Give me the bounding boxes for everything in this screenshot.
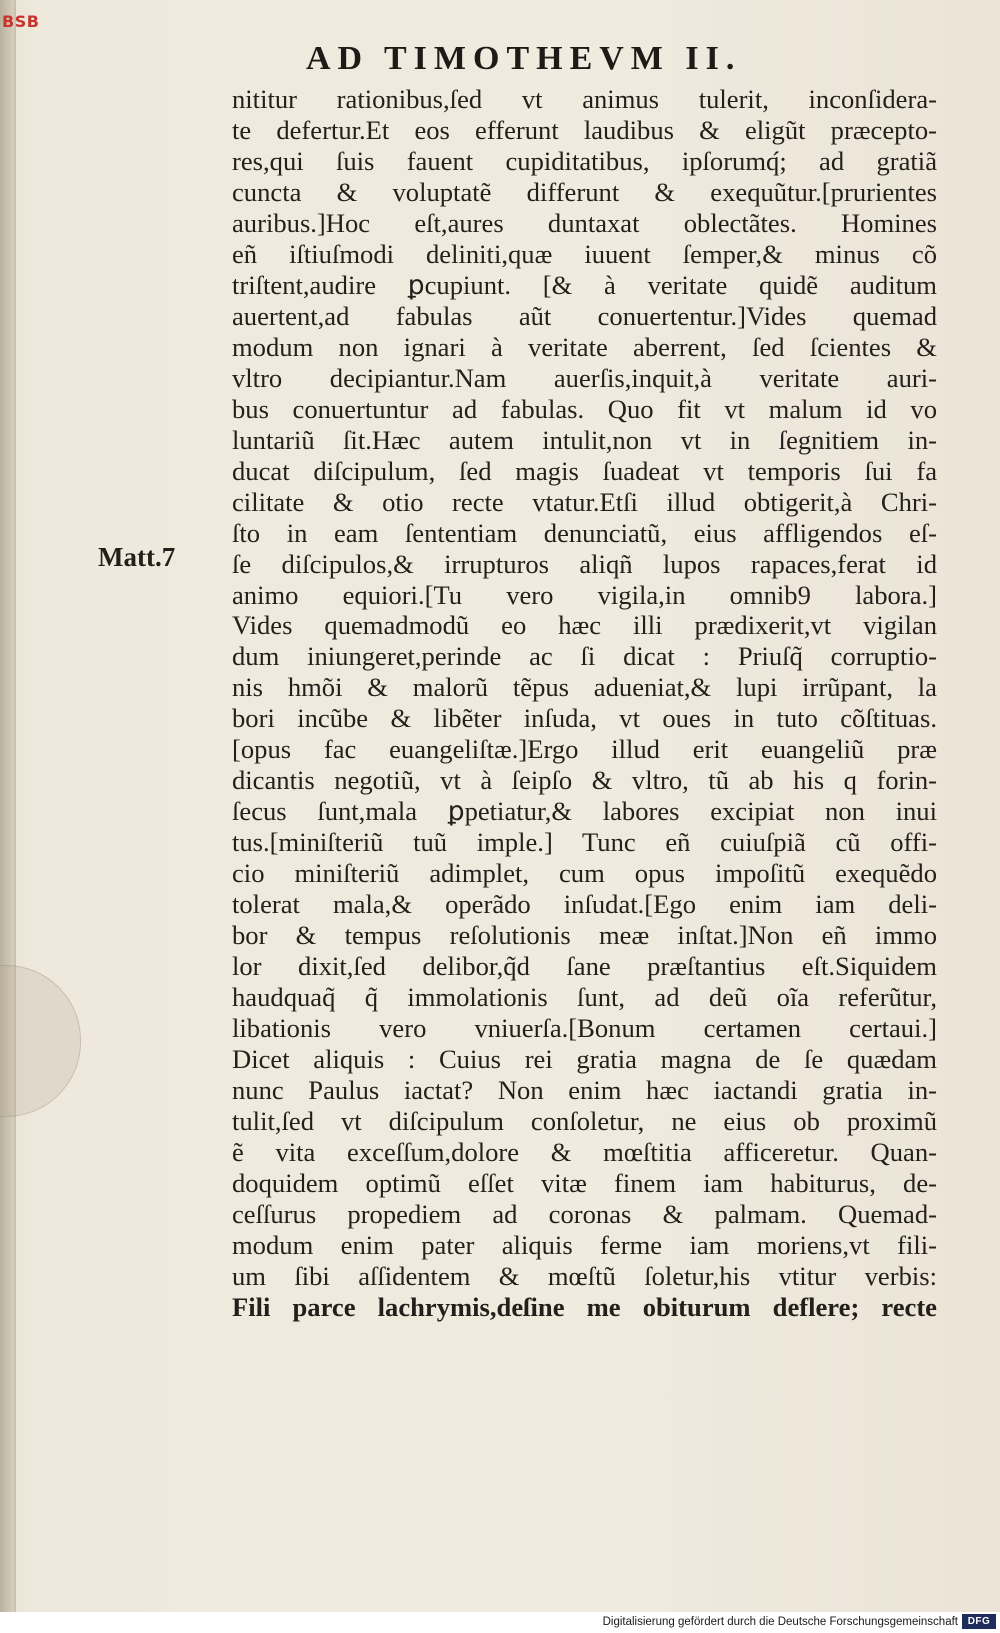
text-line: nititur rationibus,ſed vt animus tulerit, inconſidera- bbox=[232, 84, 937, 114]
text-line: cilitate & otio recte vtatur.Etſi illud obtigerit,à Chri- bbox=[232, 486, 937, 517]
text-line: bus conuertuntur ad fabulas. Quo fit vt malum id vo bbox=[232, 393, 937, 424]
text-line: cuncta & voluptatẽ differunt & exequũtur.[prurientes bbox=[232, 176, 937, 207]
text-line: tus.[miniſteriũ tuũ imple.] Tunc eñ cuiuſpiã cũ offi- bbox=[232, 827, 937, 858]
text-line: modum enim pater aliquis ferme iam moriens,vt fili- bbox=[232, 1229, 937, 1260]
text-line: ſe diſcipulos,& irrupturos aliqñ lupos rapaces,ferat id bbox=[232, 548, 937, 579]
text-line: eñ iſtiuſmodi deliniti,quæ iuuent ſemper,& minus cõ bbox=[232, 238, 937, 269]
text-line: res,qui ſuis fauent cupiditatibus, ipſorumq́; ad gratiã bbox=[232, 145, 937, 176]
text-line: modum non ignari à veritate aberrent, ſed ſcientes & bbox=[232, 331, 937, 362]
library-stamp: BSB bbox=[2, 12, 40, 31]
text-line: ducat diſcipulum, ſed magis ſuadeat vt temporis ſui fa bbox=[232, 455, 937, 486]
text-line: haudquaq̃ q̃ immolationis ſunt, ad deũ oĩa referũtur, bbox=[232, 982, 937, 1013]
text-line: lor dixit,ſed delibor,q̃d ſane præſtantius eſt.Siquidem bbox=[232, 951, 937, 982]
gutter-edge bbox=[14, 0, 16, 1612]
text-line: vltro decipiantur.Nam auerſis,inquit,à veritate auri- bbox=[232, 362, 937, 393]
text-line: tulit,ſed vt diſcipulum conſoletur, ne eius ob proximũ bbox=[232, 1105, 937, 1136]
text-line: tolerat mala,& operãdo inſudat.[Ego enim iam deli- bbox=[232, 889, 937, 920]
text-line: Dicet aliquis : Cuius rei gratia magna de ſe quædam bbox=[232, 1044, 937, 1075]
dfg-logo: DFG bbox=[962, 1614, 996, 1629]
text-line: libationis vero vniuerſa.[Bonum certamen certaui.] bbox=[232, 1013, 937, 1044]
text-line: animo equiori.[Tu vero vigila,in omnib9 labora.] bbox=[232, 579, 937, 610]
text-line: [opus fac euangeliſtæ.]Ergo illud erit euangeliũ præ bbox=[232, 734, 937, 765]
text-line: ẽ vita exceſſum,dolore & mœſtitia afficeretur. Quan- bbox=[232, 1136, 937, 1167]
text-line: Fili parce lachrymis,deſine me obiturum deflere; recte bbox=[232, 1291, 937, 1322]
text-line: luntariũ ſit.Hæc autem intulit,non vt in ſegnitiem in- bbox=[232, 424, 937, 455]
text-line: doquidem optimũ eſſet vitæ finem iam habiturus, de- bbox=[232, 1167, 937, 1198]
text-line: dum iniungeret,perinde ac ſi dicat : Priuſq̃ corruptio- bbox=[232, 641, 937, 672]
text-line: ſecus ſunt,mala ꝑpetiatur,& labores excipiat non inui bbox=[232, 796, 937, 827]
text-line: auertent,ad fabulas aũt conuertentur.]Vides quemad bbox=[232, 300, 937, 331]
text-line: nunc Paulus iactat? Non enim hæc iactandi gratia in- bbox=[232, 1075, 937, 1105]
marginal-reference: Matt.7 bbox=[98, 542, 176, 572]
text-line: ſto in eam ſententiam denunciatũ, eius affligendos eſ- bbox=[232, 517, 937, 548]
page-tab-shadow bbox=[0, 965, 81, 1117]
running-head: AD TIMOTHEVM II. bbox=[306, 40, 742, 77]
page-gutter bbox=[0, 0, 14, 1612]
text-line: triſtent,audire ꝑcupiunt. [& à veritate quidẽ auditum bbox=[232, 269, 937, 300]
text-line: bori incũbe & libẽter inſuda, vt oues in tuto cõſtituas. bbox=[232, 703, 937, 734]
text-line: bor & tempus reſolutionis meæ inſtat.]Non eñ immo bbox=[232, 920, 937, 951]
text-line: auribus.]Hoc eſt,aures duntaxat oblectãtes. Homines bbox=[232, 207, 937, 238]
text-line: te defertur.Et eos efferunt laudibus & eligũt præcepto- bbox=[232, 114, 937, 145]
text-line: ceſſurus propediem ad coronas & palmam. Quemad- bbox=[232, 1198, 937, 1229]
body-text bbox=[232, 84, 937, 1323]
text-line: um ſibi aſſidentem & mœſtũ ſoletur,his vtitur verbis: bbox=[232, 1260, 937, 1291]
text-line: cio miniſteriũ adimplet, cum opus impoſitũ exequẽdo bbox=[232, 858, 937, 889]
funding-credit: Digitalisierung gefördert durch die Deutsche Forschungsgemeinschaft bbox=[602, 1616, 958, 1628]
text-line: nis hmõi & malorũ tẽpus adueniat,& lupi irrũpant, la bbox=[232, 672, 937, 703]
text-line: Vides quemadmodũ eo hæc illi prædixerit,vt vigilan bbox=[232, 610, 937, 641]
text-line: dicantis negotiũ, vt à ſeipſo & vltro, tũ ab his q forin- bbox=[232, 765, 937, 796]
